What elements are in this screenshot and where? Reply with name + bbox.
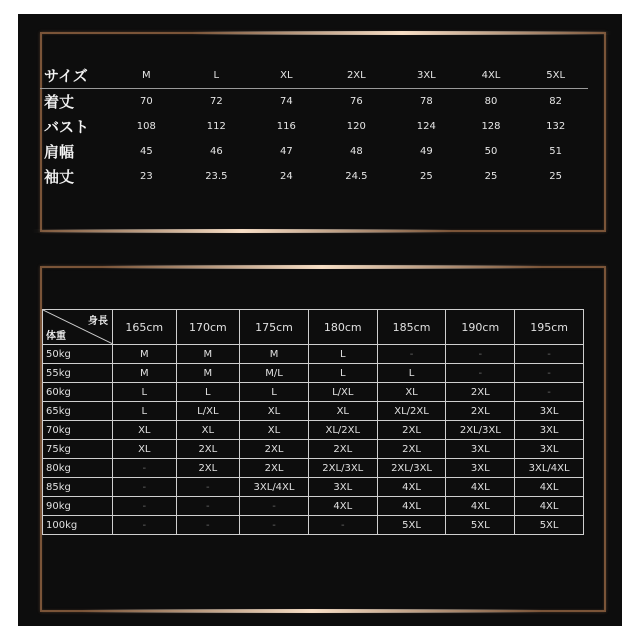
recommend-cell: 4XL	[515, 478, 584, 497]
size-cell: 48	[349, 146, 363, 157]
recommend-row	[43, 440, 584, 459]
size-column-header: 3XL	[394, 62, 459, 89]
recommend-cell: 3XL	[446, 440, 515, 459]
recommend-cell: L	[308, 364, 377, 383]
weight-row-label: 85kg	[43, 478, 113, 497]
recommend-cell: 4XL	[377, 497, 446, 516]
size-column-header: XL	[254, 62, 319, 89]
recommend-cell: M	[176, 364, 240, 383]
recommend-cell: 5XL	[515, 516, 584, 535]
size-cell: 132	[546, 121, 566, 132]
recommend-cell: 4XL	[515, 497, 584, 516]
size-column-header: M	[114, 62, 179, 89]
weight-row-label: 65kg	[43, 402, 113, 421]
size-cell: 74	[279, 96, 293, 107]
size-cell: 128	[481, 121, 501, 132]
size-cell: 24.5	[345, 171, 368, 182]
recommend-cell: 3XL	[515, 402, 584, 421]
recommend-cell: 5XL	[377, 516, 446, 535]
recommend-cell: XL	[176, 421, 240, 440]
size-cell: 47	[279, 146, 293, 157]
recommend-cell: 2XL	[176, 459, 240, 478]
recommend-cell: -	[113, 478, 177, 497]
recommend-cell: -	[113, 497, 177, 516]
size-row	[40, 89, 588, 115]
size-cell: 49	[419, 146, 433, 157]
recommend-cell: XL/2XL	[377, 402, 446, 421]
height-column-header: 170cm	[176, 310, 240, 345]
recommend-cell: 4XL	[377, 478, 446, 497]
recommend-cell: 5XL	[446, 516, 515, 535]
recommend-cell: -	[515, 364, 584, 383]
size-cell: 50	[484, 146, 498, 157]
frame-glow	[32, 229, 452, 233]
height-column-header: 185cm	[377, 310, 446, 345]
size-row-label: 肩幅	[44, 143, 75, 161]
recommend-cell: L	[113, 383, 177, 402]
recommend-cell: XL	[240, 421, 309, 440]
recommend-cell: XL	[113, 421, 177, 440]
recommend-cell: XL	[377, 383, 446, 402]
corner-weight-label: 体重	[46, 331, 66, 342]
recommend-cell: L/XL	[176, 402, 240, 421]
size-row-label: 袖丈	[44, 168, 75, 186]
size-cell: 112	[206, 121, 226, 132]
size-cell: 108	[136, 121, 156, 132]
recommend-cell: 2XL	[240, 459, 309, 478]
recommend-cell: -	[515, 383, 584, 402]
recommend-cell: -	[308, 516, 377, 535]
weight-row-label: 60kg	[43, 383, 113, 402]
frame-glow	[102, 265, 542, 269]
size-cell: 24	[279, 171, 293, 182]
size-cell: 23	[139, 171, 153, 182]
size-column-header: 2XL	[319, 62, 394, 89]
recommend-cell: -	[176, 516, 240, 535]
recommend-cell: M	[176, 345, 240, 364]
recommend-row	[43, 459, 584, 478]
recommend-row	[43, 364, 584, 383]
recommend-cell: XL/2XL	[308, 421, 377, 440]
size-cell: 82	[549, 96, 563, 107]
size-cell: 25	[419, 171, 433, 182]
recommend-cell: -	[176, 478, 240, 497]
recommend-cell: -	[240, 516, 309, 535]
size-row-label: 着丈	[44, 93, 75, 111]
corner-cell	[43, 310, 113, 345]
recommend-cell: 2XL/3XL	[308, 459, 377, 478]
recommend-cell: L	[240, 383, 309, 402]
weight-row-label: 50kg	[43, 345, 113, 364]
height-column-header: 180cm	[308, 310, 377, 345]
recommend-cell: 4XL	[308, 497, 377, 516]
recommend-cell: 3XL	[308, 478, 377, 497]
size-header-label: サイズ	[40, 62, 114, 89]
recommend-table	[42, 309, 584, 535]
recommend-cell: 4XL	[446, 478, 515, 497]
recommend-cell: -	[113, 459, 177, 478]
recommend-cell: 2XL	[377, 421, 446, 440]
recommend-cell: -	[113, 516, 177, 535]
size-cell: 70	[139, 96, 153, 107]
recommend-row	[43, 516, 584, 535]
recommend-cell: 2XL	[240, 440, 309, 459]
size-cell: 25	[484, 171, 498, 182]
size-row-label: バスト	[44, 118, 90, 136]
height-column-header: 165cm	[113, 310, 177, 345]
recommend-cell: 2XL	[446, 383, 515, 402]
recommend-row	[43, 345, 584, 364]
size-table	[40, 62, 588, 189]
recommend-cell: 2XL/3XL	[446, 421, 515, 440]
recommend-cell: XL	[240, 402, 309, 421]
recommend-row	[43, 497, 584, 516]
weight-row-label: 90kg	[43, 497, 113, 516]
recommend-cell: 3XL/4XL	[515, 459, 584, 478]
size-cell: 78	[419, 96, 433, 107]
size-cell: 46	[209, 146, 223, 157]
weight-row-label: 80kg	[43, 459, 113, 478]
recommend-row	[43, 421, 584, 440]
frame-glow	[82, 609, 542, 613]
recommend-cell: L	[113, 402, 177, 421]
recommend-cell: 2XL	[377, 440, 446, 459]
size-header-row	[40, 62, 588, 89]
size-cell: 25	[549, 171, 563, 182]
recommend-cell: L/XL	[308, 383, 377, 402]
size-row	[40, 139, 588, 164]
recommend-cell: M	[240, 345, 309, 364]
recommend-cell: 3XL	[446, 459, 515, 478]
size-cell: 116	[276, 121, 296, 132]
recommend-cell: L	[176, 383, 240, 402]
recommend-cell: XL	[308, 402, 377, 421]
recommend-cell: -	[176, 497, 240, 516]
recommend-row	[43, 402, 584, 421]
recommend-cell: -	[515, 345, 584, 364]
corner-height-label: 身長	[88, 316, 108, 327]
weight-row-label: 55kg	[43, 364, 113, 383]
recommend-cell: 2XL/3XL	[377, 459, 446, 478]
recommend-cell: 2XL	[308, 440, 377, 459]
recommend-cell: 3XL	[515, 440, 584, 459]
recommend-cell: -	[446, 345, 515, 364]
recommend-cell: 3XL	[515, 421, 584, 440]
recommend-cell: XL	[113, 440, 177, 459]
weight-row-label: 100kg	[43, 516, 113, 535]
recommend-cell: -	[377, 345, 446, 364]
recommend-header-row	[43, 310, 584, 345]
recommend-cell: -	[446, 364, 515, 383]
size-cell: 51	[549, 146, 563, 157]
recommend-cell: M	[113, 345, 177, 364]
recommend-row	[43, 383, 584, 402]
recommend-row	[43, 478, 584, 497]
recommend-cell: M	[113, 364, 177, 383]
recommend-cell: -	[240, 497, 309, 516]
recommend-cell: 2XL	[176, 440, 240, 459]
height-column-header: 190cm	[446, 310, 515, 345]
size-column-header: L	[179, 62, 254, 89]
recommend-cell: 4XL	[446, 497, 515, 516]
weight-row-label: 75kg	[43, 440, 113, 459]
size-cell: 80	[484, 96, 498, 107]
size-cell: 120	[346, 121, 366, 132]
size-row	[40, 114, 588, 139]
recommend-cell: L	[308, 345, 377, 364]
recommend-cell: 3XL/4XL	[240, 478, 309, 497]
recommend-cell: M/L	[240, 364, 309, 383]
size-cell: 124	[416, 121, 436, 132]
recommend-cell: L	[377, 364, 446, 383]
size-row	[40, 164, 588, 189]
size-cell: 45	[139, 146, 153, 157]
size-cell: 76	[349, 96, 363, 107]
size-column-header: 5XL	[523, 62, 588, 89]
size-column-header: 4XL	[459, 62, 524, 89]
height-column-header: 195cm	[515, 310, 584, 345]
weight-row-label: 70kg	[43, 421, 113, 440]
height-column-header: 175cm	[240, 310, 309, 345]
size-cell: 23.5	[205, 171, 228, 182]
size-cell: 72	[209, 96, 223, 107]
frame-glow	[192, 31, 612, 35]
recommend-cell: 2XL	[446, 402, 515, 421]
